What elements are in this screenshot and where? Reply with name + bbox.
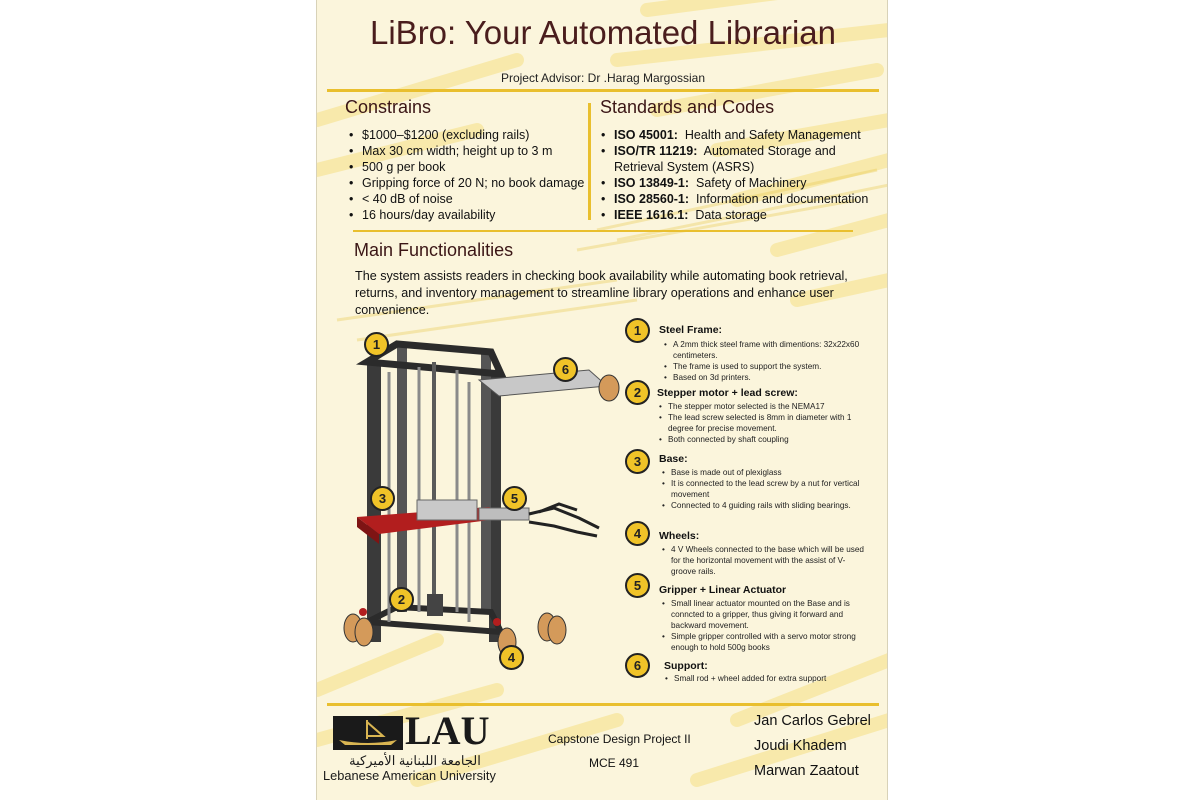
constraint-item: • Max 30 cm width; height up to 3 m (349, 143, 594, 159)
component-bullet: • A 2mm thick steel frame with dimentions: 32x22x60 centimeters. (664, 339, 869, 361)
diagram-label-4: 4 (499, 645, 524, 670)
constraints-list (349, 127, 594, 223)
standards-heading: Standards and Codes (600, 97, 775, 117)
constraint-item: • 16 hours/day availability (349, 207, 594, 223)
component-bullet: • The stepper motor selected is the NEMA17 (659, 401, 869, 412)
top-divider (327, 89, 879, 92)
component-bullet: • The lead screw selected is 8mm in diameter with 1 degree for precise movement. (659, 412, 869, 434)
diagram-label-5: 5 (502, 486, 527, 511)
component-bullet: • The frame is used to support the system. (664, 361, 869, 372)
lau-english-name: Lebanese American University (323, 768, 496, 783)
author-name: Marwan Zaatout (754, 763, 859, 779)
component-bullet: • It is connected to the lead screw by a nut for vertical movement (662, 478, 867, 500)
poster-title: LiBro: Your Automated Librarian (370, 14, 836, 51)
main-functionalities-heading: Main Functionalities (354, 240, 514, 260)
standard-desc: Data storage (695, 208, 767, 222)
standard-item (601, 143, 886, 175)
diagram-label-3: 3 (370, 486, 395, 511)
poster (316, 0, 888, 800)
component-bullet: • 4 V Wheels connected to the base which will be used for the horizontal movement with the assist of V-groove rails. (662, 544, 867, 577)
standard-desc: Health and Safety Management (684, 128, 861, 142)
standard-code: IEEE 1616.1: (614, 208, 689, 222)
constraint-item: • 500 g per book (349, 159, 594, 175)
gripper (529, 504, 599, 536)
diagram-label-2: 2 (389, 587, 414, 612)
lau-ship-logo-icon (333, 716, 403, 750)
component-bullets (662, 598, 867, 653)
course-code: MCE 491 (589, 756, 640, 770)
component-badge-1: 1 (625, 318, 650, 343)
author-name: Joudi Khadem (754, 738, 847, 754)
standard-desc: Automated Storage and Retrieval System (ASRS) (614, 144, 836, 174)
stepper-motor (427, 594, 443, 616)
footer (317, 706, 888, 800)
constraint-item: • $1000–$1200 (excluding rails) (349, 127, 594, 143)
standard-item (601, 175, 886, 191)
standard-desc: Safety of Machinery (696, 176, 807, 190)
component-bullets (662, 467, 867, 511)
component-badge-3: 3 (625, 449, 650, 474)
mid-divider (353, 230, 853, 232)
standard-item (601, 191, 886, 207)
component-bullets (662, 544, 867, 577)
standards-list (601, 127, 886, 223)
project-name: Capstone Design Project II (548, 732, 691, 746)
standard-code: ISO/TR 11219: (614, 144, 698, 158)
component-bullets (659, 401, 869, 445)
diagram-label-6: 6 (553, 357, 578, 382)
component-bullet: • Small linear actuator mounted on the Base and is conncted to a gripper, thus giving it forward and backward movement. (662, 598, 867, 631)
component-bullet: • Connected to 4 guiding rails with sliding bearings. (662, 500, 867, 511)
component-badge-6: 6 (625, 653, 650, 678)
standard-item (601, 127, 886, 143)
column-divider (588, 103, 591, 220)
component-title: Gripper + Linear Actuator (659, 584, 787, 596)
component-bullets (664, 339, 869, 383)
standard-desc: Information and documentation (696, 192, 869, 206)
project-advisor: Project Advisor: Dr .Harag Margossian (500, 71, 706, 85)
component-bullet: • Base is made out of plexiglass (662, 467, 867, 478)
lau-logo-text: LAU (405, 708, 490, 753)
component-title: Steel Frame: (659, 324, 723, 336)
author-name: Jan Carlos Gebrel (754, 713, 871, 729)
constraint-item: • < 40 dB of noise (349, 191, 594, 207)
standard-code: ISO 13849-1: (614, 176, 690, 190)
standard-item (601, 207, 886, 223)
component-title: Base: (659, 453, 688, 465)
component-bullet: • Simple gripper controlled with a servo motor strong enough to hold 500g books (662, 631, 867, 653)
diagram-label-1: 1 (364, 332, 389, 357)
component-bullet: • Based on 3d printers. (664, 372, 869, 383)
component-badge-2: 2 (625, 380, 650, 405)
lau-arabic-name: الجامعة اللبنانية الأميركية (349, 753, 481, 768)
main-description: The system assists readers in checking book availability while automating book retrieval, returns, and inventory management to streamline library operations and enhance user convenience. (355, 269, 848, 317)
component-bullet: • Both connected by shaft coupling (659, 434, 869, 445)
constraint-item: • Gripping force of 20 N; no book damage (349, 175, 594, 191)
component-title: Wheels: (659, 530, 700, 542)
standard-code: ISO 45001: (614, 128, 678, 142)
component-title: Support: (664, 660, 708, 672)
component-bullets (665, 673, 870, 684)
component-badge-5: 5 (625, 573, 650, 598)
component-title: Stepper motor + lead screw: (657, 387, 798, 399)
constraints-heading: Constrains (345, 97, 432, 117)
standard-code: ISO 28560-1: (614, 192, 690, 206)
component-bullet: • Small rod + wheel added for extra support (665, 673, 870, 684)
component-badge-4: 4 (625, 521, 650, 546)
